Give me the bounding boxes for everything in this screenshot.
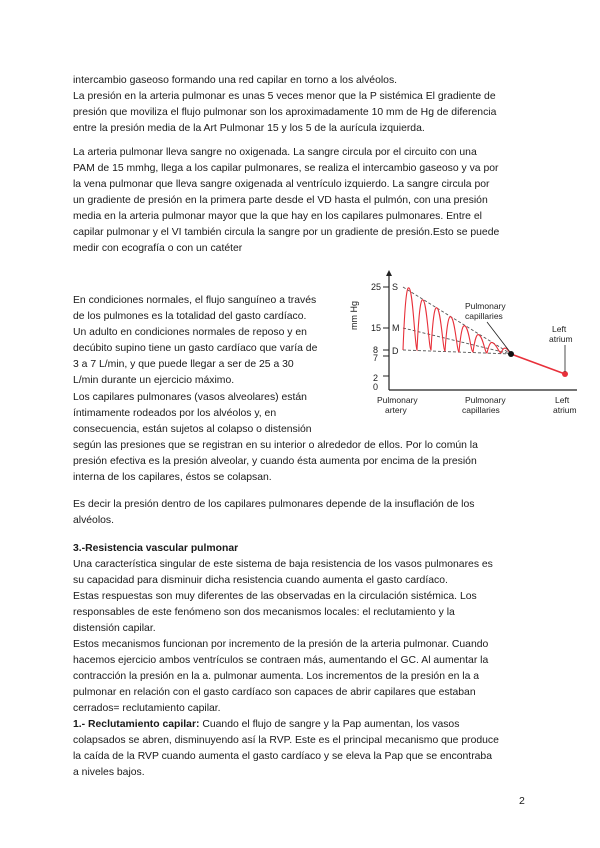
paragraph-cardiac-output: En condiciones normales, el flujo sanguíneo a través de los pulmones es la totalidad del gasto cardíaco. Un adulto en condiciones normales de reposo y en decúbito supino tiene un gasto cardíaco que varía de 3 a 7 L/min, y que puede llegar a ser de 25 a 30 L/min durante un ejercicio máximo. [73,295,318,386]
tick-2: 2 [373,373,379,383]
capillary-to-atrium-line [511,354,565,374]
x-label-artery-2: artery [385,405,407,415]
annotation-capillaries-1: Pulmonary [465,301,506,311]
tick-8: 8 [373,345,379,355]
tick-25: 25 [371,282,382,292]
annotation-atrium-2: atrium [549,334,573,344]
section-heading: 3.-Resistencia vascular pulmonar [73,543,239,554]
y-axis-label: mm Hg [349,301,359,330]
x-label-capillaries-1: Pulmonary [465,395,506,405]
pressure-figure [337,268,587,418]
annotation-capillaries-2: capillaries [465,311,503,321]
tick-0: 0 [373,382,379,392]
label-m: M [392,323,400,333]
paragraph-capillaries: Los capilares pulmonares (vasos alveolares) están íntimamente rodeados por los alvéolos y, en consecuencia, están sujetos al colapso o distensión según las presiones que se registran en su interior o alrededor de ellos. Por lo común la presión efectiva es la presión alveolar, y cuando ésta aumenta por encima de la presión interna de los capilares, éstos se colapsan. [73,392,478,483]
label-d: D [392,346,399,356]
diastolic-dashed-line [403,350,511,354]
label-s: S [392,282,399,292]
tick-7: 7 [373,353,379,363]
capillary-point [508,351,514,357]
y-axis-arrow [386,270,392,276]
recruitment-label: 1.- Reclutamiento capilar: [73,719,200,730]
x-label-atrium-2: atrium [553,405,577,415]
page-number: 2 [519,795,525,807]
paragraph-circulation: La arteria pulmonar lleva sangre no oxigenada. La sangre circula por el circuito con una PAM de 15 mmhg, llega a los capilar pulmonares, se realiza el intercambio gaseoso y va por la vena pulmonar que lleva sangre oxigenada al ventrículo izquierdo. La sangre circula por un gradiente de presión en la primera parte desde el VD hasta el pulmón, con una presión media en la arteria pulmonar mayor que la que hay en los capilares pulmonares. Entre el capilar pulmonar y el VI también circula la sangre por un gradiente de presión.Esto se puede medir con ecografía o con un catéter [73,147,500,254]
paragraph-intro: intercambio gaseoso formando una red capilar en torno a los alvéolos. La presión en la arteria pulmonar es unas 5 veces menor que la P sistémica El gradiente de presión que moviliza el flujo pulmonar son los aproximadamente 10 mm de Hg de diferencia entre la presión media de la Art Pulmonar 15 y los 5 de la aurícula izquierda. [73,75,497,134]
x-label-capillaries-2: capillaries [462,405,500,415]
x-label-atrium-1: Left [555,395,570,405]
tick-15: 15 [371,323,382,333]
paragraph-recruitment: 1.- Reclutamiento capilar: Cuando el flujo de sangre y la Pap aumentan, los vasos colapsados se abren, disminuyendo así la RVP. Este es el principal mecanismo que produce la caída de la RVP cuando aumenta el gasto cardíaco y se eleva la Pap que se encontraba a niveles bajos. [73,719,499,778]
paragraph-insufflation: Es decir la presión dentro de los capilares pulmonares depende de la insuflación de los alvéolos. [73,499,475,526]
section-resistance: 3.-Resistencia vascular pulmonar Una característica singular de este sistema de baja resistencia de los vasos pulmonares es su capacidad para disminuir dicha resistencia cuando aumenta el gasto cardíaco. Estas respuestas son muy diferentes de las observadas en la circulación sistémica. Los responsables de este fenómeno son dos mecanismos locales: el reclutamiento y la distensión capilar. Estos mecanismos funcionan por incremento de la presión de la arteria pulmonar. Cuando hacemos ejercicio ambos ventrículos se contraen más, aumentando el GC. Al aumentar la contracción la presión en la a. pulmonar aumenta. Los incrementos de la presión en la a pulmonar en relación con el gasto cardíaco son capaces de abrir capilares que estaban cerrados= reclutamiento capilar. [73,541,533,717]
annotation-atrium-1: Left [552,324,567,334]
x-label-artery-1: Pulmonary [377,395,418,405]
